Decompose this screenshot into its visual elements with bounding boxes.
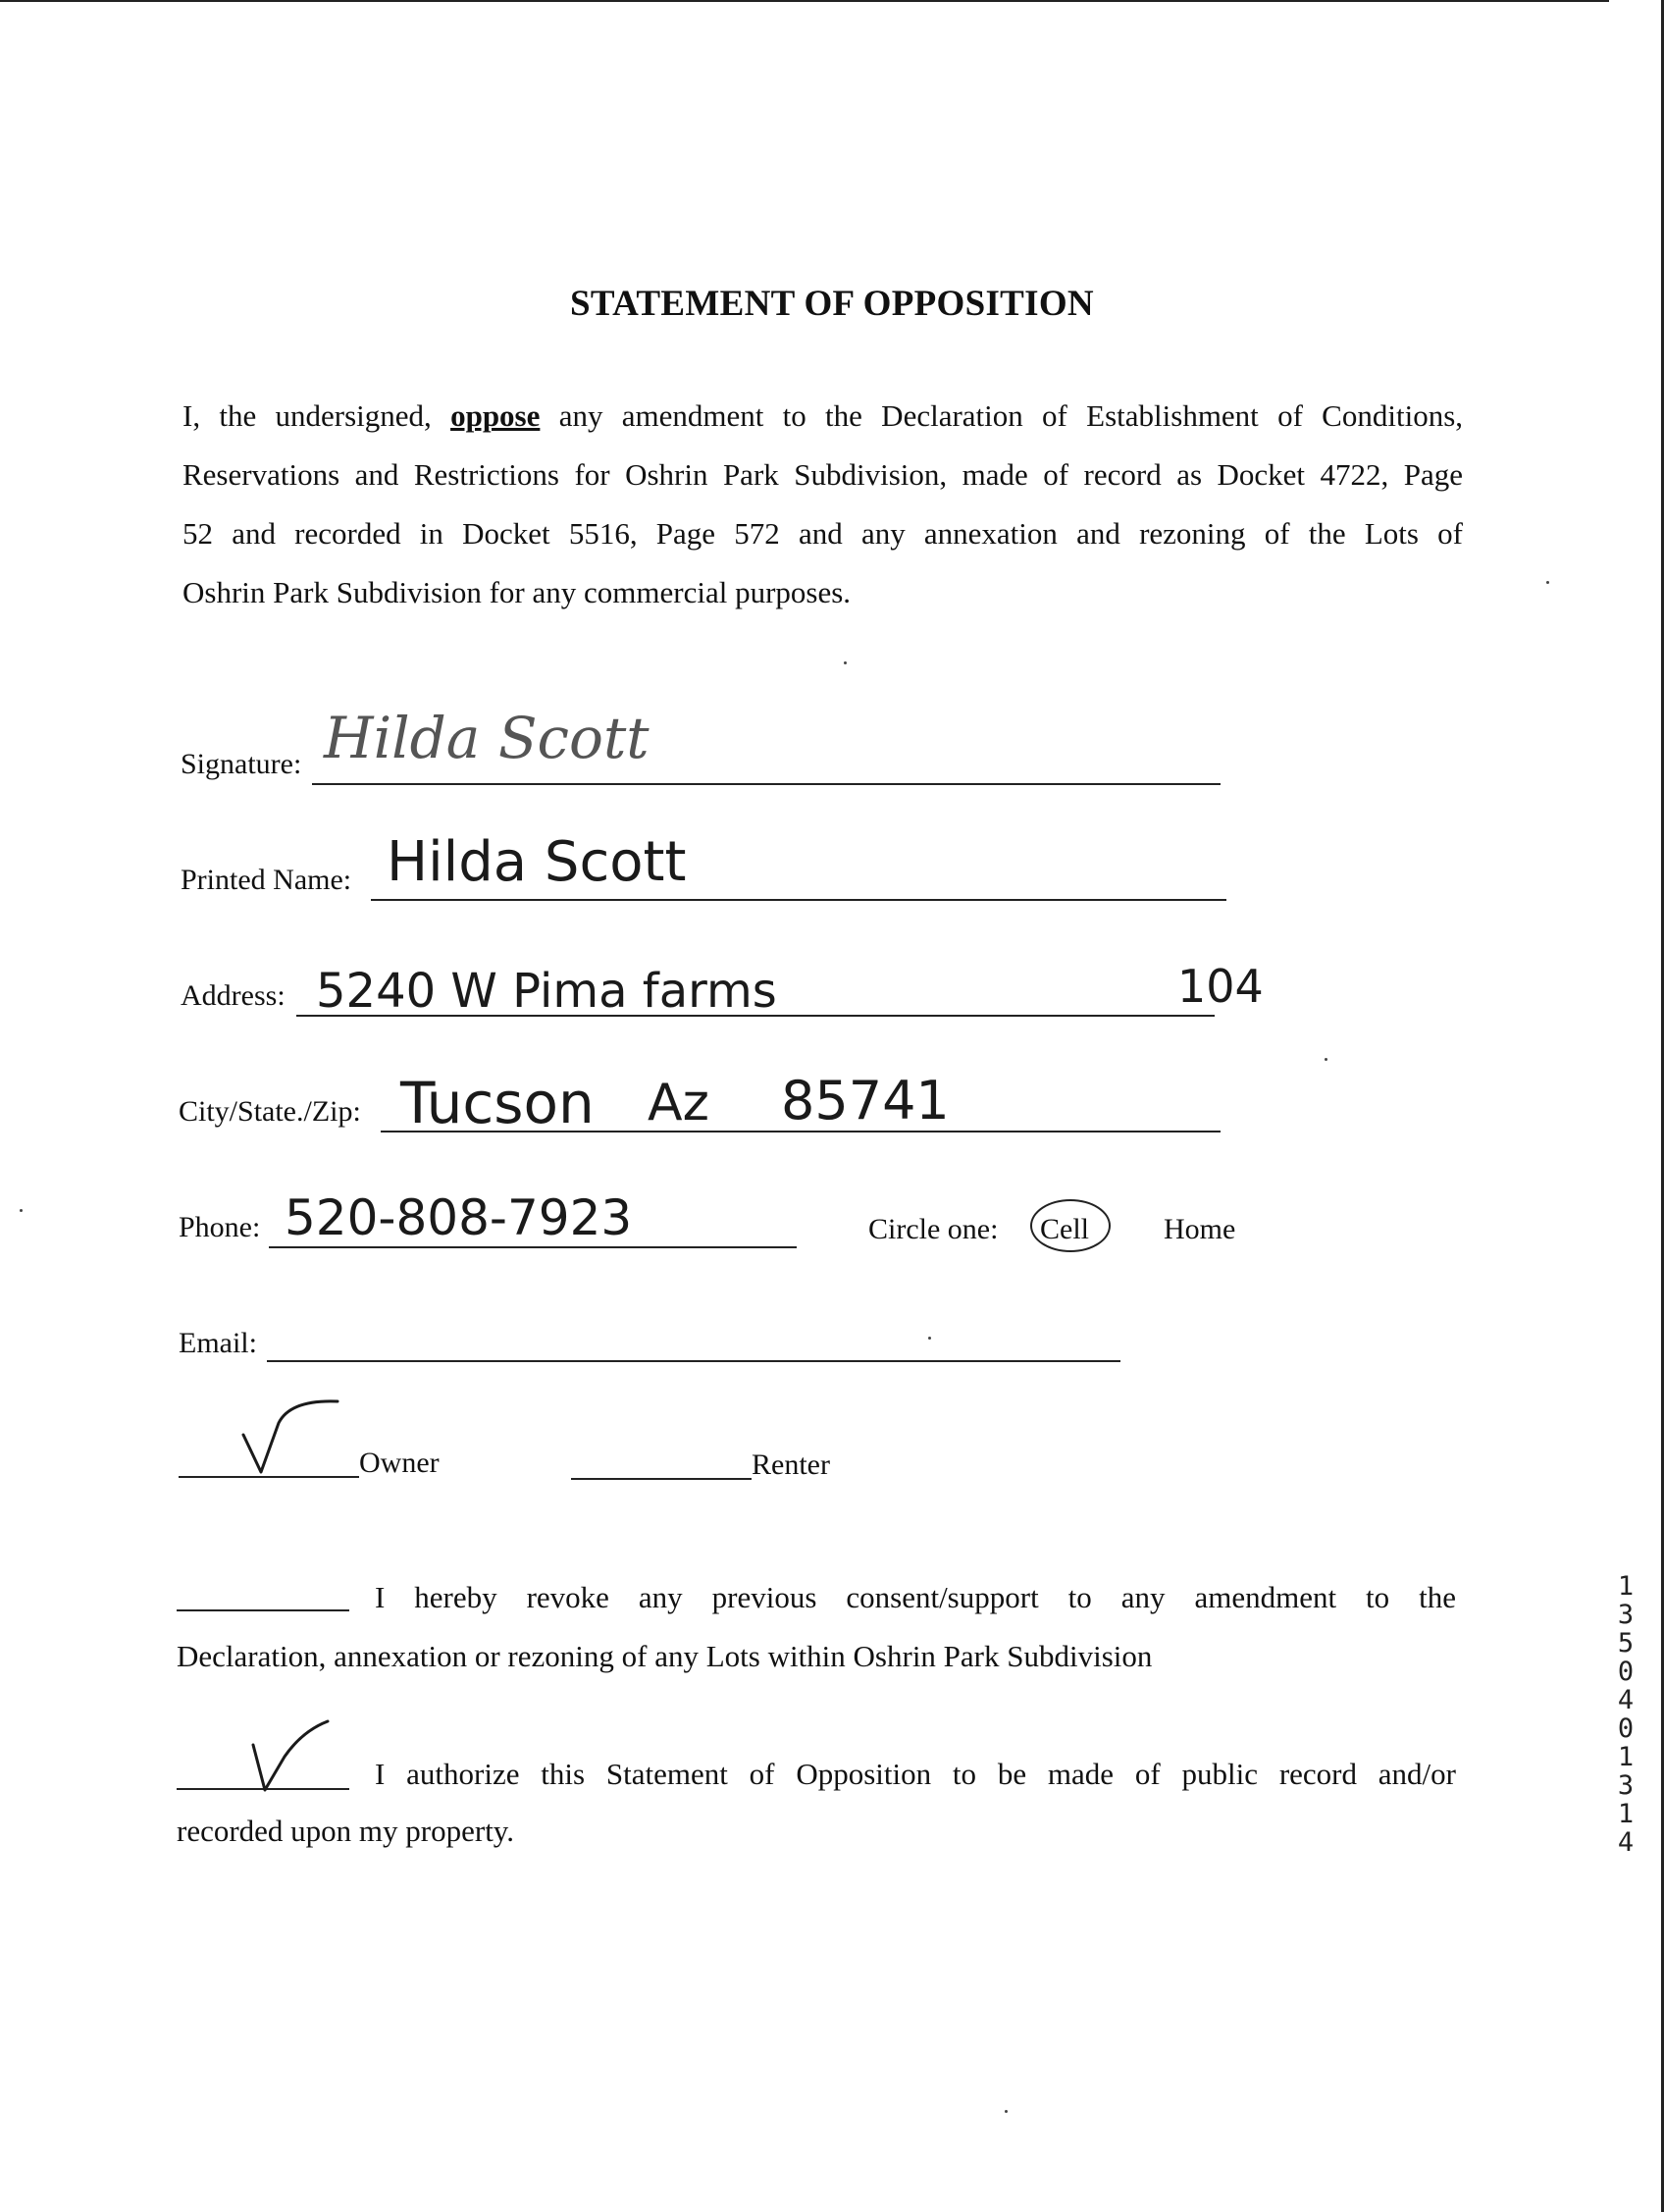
circle-one-label: Circle one: [868, 1213, 999, 1245]
paragraph-lead: I, the undersigned, [182, 398, 432, 433]
recording-stamp-number: 13504 01314 [1617, 1571, 1635, 1858]
scan-speck [1005, 2110, 1008, 2113]
cell-option[interactable]: Cell [1040, 1213, 1089, 1245]
authorize-line-2: recorded upon my property. [177, 1814, 515, 1848]
address-handwritten[interactable]: 5240 W Pima farms [316, 964, 777, 1019]
email-label: Email: [179, 1327, 257, 1359]
address-label: Address: [181, 979, 286, 1012]
revoke-line-1: I hereby revoke any previous consent/support to any amendment to the [375, 1580, 1456, 1614]
phone-line [269, 1246, 797, 1248]
owner-label: Owner [359, 1447, 440, 1479]
phone-label: Phone: [179, 1211, 261, 1243]
paragraph-line-1-rest: any amendment to the Declaration of Establishment of Conditions, [558, 398, 1464, 433]
zip-handwritten[interactable]: 85741 [781, 1070, 950, 1132]
address-unit-handwritten[interactable]: 104 [1177, 960, 1264, 1013]
city-state-zip-label: City/State./Zip: [179, 1095, 361, 1128]
signature-label: Signature: [181, 748, 302, 780]
signature-handwritten[interactable]: Hilda Scott [324, 705, 650, 771]
scan-speck [928, 1337, 931, 1340]
renter-blank[interactable] [571, 1478, 752, 1480]
home-option[interactable]: Home [1164, 1213, 1236, 1245]
signature-line [312, 783, 1221, 785]
printed-name-label: Printed Name: [181, 864, 352, 896]
page-top-edge [0, 0, 1609, 2]
oppose-emphasis: oppose [450, 398, 541, 433]
state-handwritten[interactable]: Az [648, 1074, 709, 1132]
paragraph-line-2: Reservations and Restrictions for Oshrin Park Subdivision, made of record as Docket 4722, Page [182, 457, 1463, 492]
revoke-line-2: Declaration, annexation or rezoning of any Lots within Oshrin Park Subdivision [177, 1639, 1153, 1673]
scan-speck [1546, 581, 1549, 584]
phone-handwritten[interactable]: 520-808-7923 [285, 1189, 633, 1246]
paragraph-line-4: Oshrin Park Subdivision for any commercial purposes. [182, 575, 852, 609]
paragraph-line-1 [182, 398, 1463, 434]
revoke-blank[interactable] [177, 1609, 349, 1611]
authorize-line-1: I authorize this Statement of Opposition to be made of public record and/or [375, 1757, 1456, 1791]
scan-speck [1325, 1058, 1327, 1061]
city-handwritten[interactable]: Tucson [400, 1070, 595, 1136]
paragraph-line-3: 52 and recorded in Docket 5516, Page 572 and any annexation and rezoning of the Lots of [182, 516, 1463, 551]
printed-name-handwritten[interactable]: Hilda Scott [387, 830, 687, 894]
owner-check-icon [235, 1394, 343, 1482]
scan-speck [20, 1209, 23, 1212]
printed-name-line [371, 899, 1226, 901]
renter-label: Renter [752, 1448, 830, 1481]
document-title: STATEMENT OF OPPOSITION [570, 284, 1094, 324]
email-line[interactable] [267, 1360, 1120, 1362]
authorize-check-icon [245, 1717, 334, 1796]
scan-speck [844, 661, 847, 664]
